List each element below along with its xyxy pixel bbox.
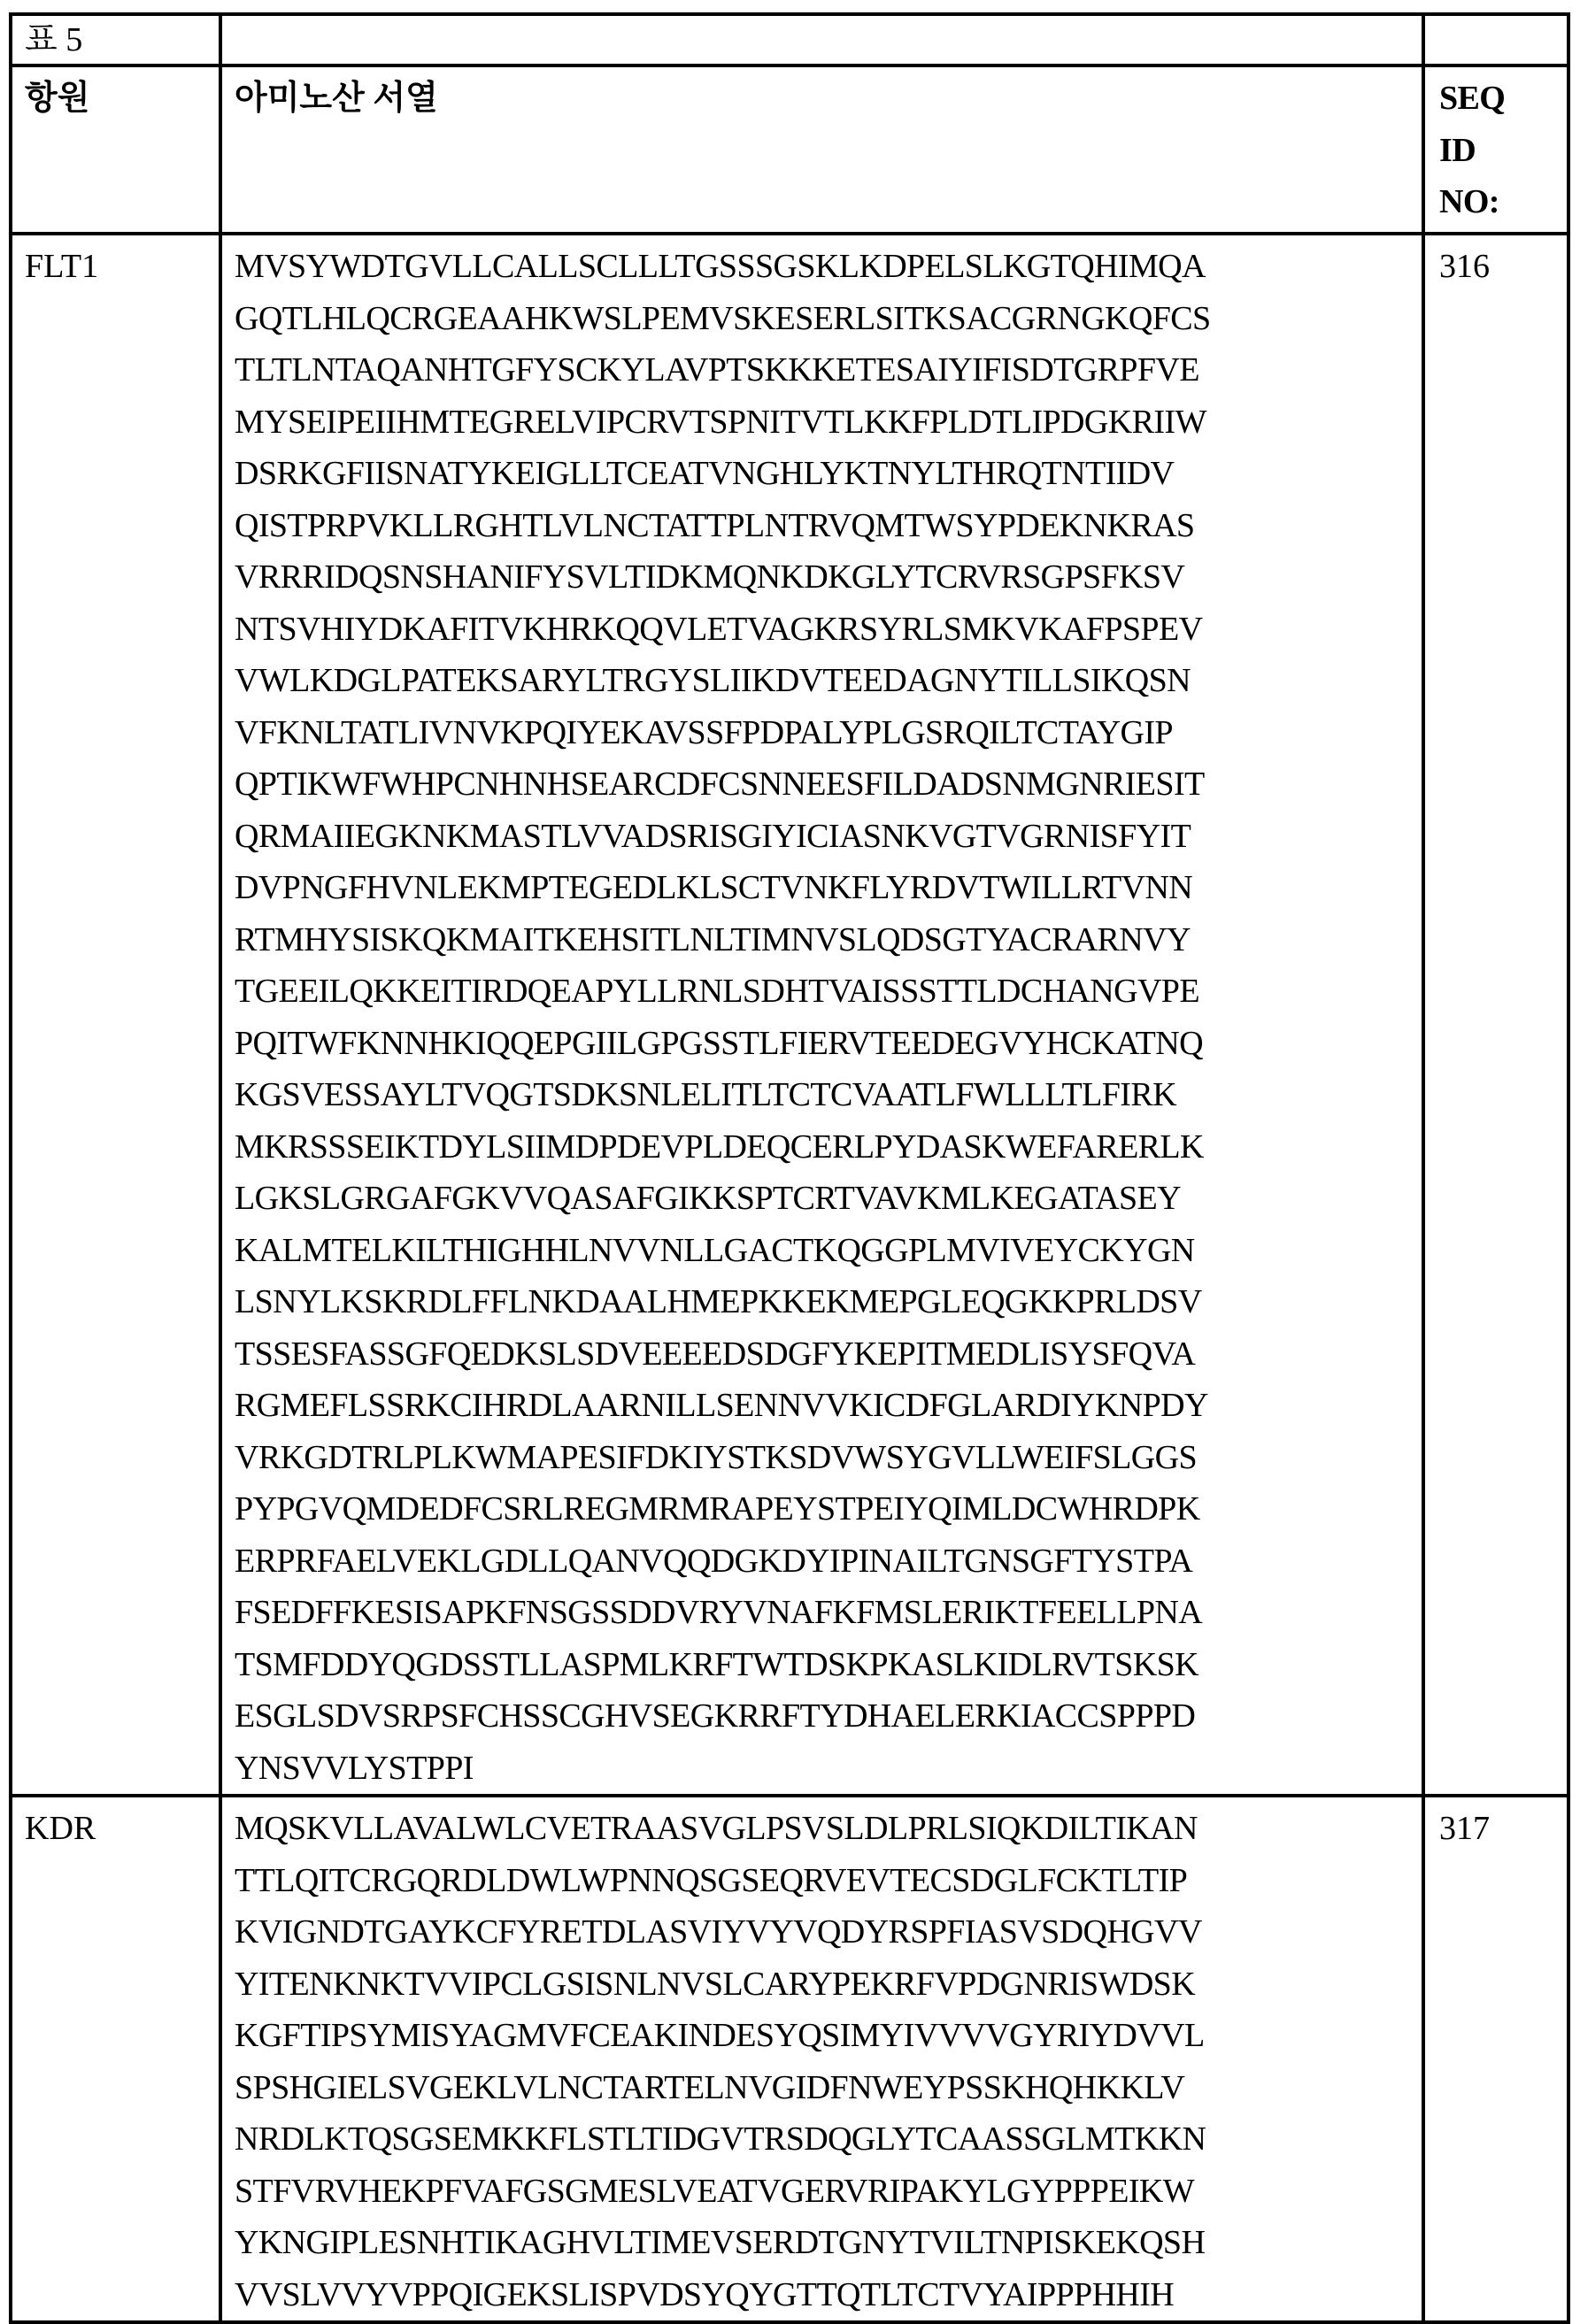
sequence-cell — [220, 1796, 1423, 2322]
antigen-cell: FLT1 — [11, 234, 220, 1796]
seq-id-cell: 317 — [1423, 1796, 1568, 2322]
sequence-line: FSEDFFKESISAPKFNSGSSDDVRYVNAFKFMSLERIKTFEELLPNA — [235, 1587, 1409, 1639]
sequence-table — [9, 12, 1570, 2324]
header-sequence: 아미노산 서열 — [220, 65, 1423, 234]
caption-empty-cell — [1423, 14, 1568, 65]
sequence-line: LSNYLKSKRDLFFLNKDAALHMEPKKEKMEPGLEQGKKPRLDSV — [235, 1276, 1409, 1328]
table-caption: 표 5 — [11, 14, 220, 65]
antigen-cell: KDR — [11, 1796, 220, 2322]
sequence-line: MKRSSSEIKTDYLSIIMDPDEVPLDEQCERLPYDASKWEFARERLK — [235, 1121, 1409, 1174]
sequence-line: VRKGDTRLPLKWMAPESIFDKIYSTKSDVWSYGVLLWEIFSLGGS — [235, 1432, 1409, 1484]
sequence-line: TLTLNTAQANHTGFYSCKYLAVPTSKKKETESAIYIFISDTGRPFVE — [235, 344, 1409, 396]
sequence-line: DSRKGFIISNATYKEIGLLTCEATVNGHLYKTNYLTHRQTNTIIDV — [235, 448, 1409, 500]
caption-empty-cell — [220, 14, 1423, 65]
sequence-line: TTLQITCRGQRDLDWLWPNNQSGSEQRVEVTECSDGLFCKTLTIP — [235, 1855, 1409, 1907]
sequence-line: NTSVHIYDKAFITVKHRKQQVLETVAGKRSYRLSMKVKAFPSPEV — [235, 604, 1409, 656]
header-seq-id-line: ID — [1439, 125, 1554, 177]
sequence-line: YITENKNKTVVIPCLGSISNLNVSLCARYPEKRFVPDGNRISWDSK — [235, 1958, 1409, 2011]
header-antigen: 항원 — [11, 65, 220, 234]
sequence-line: YKNGIPLESNHTIKAGHVLTIMEVSERDTGNYTVILTNPISKEKQSH — [235, 2217, 1409, 2269]
table-row — [11, 234, 1568, 1796]
header-seq-id-line: NO: — [1439, 176, 1554, 228]
sequence-line: VWLKDGLPATEKSARYLTRGYSLIIKDVTEEDAGNYTILLSIKQSN — [235, 655, 1409, 707]
sequence-line: TSSESFASSGFQEDKSLSDVEEEEDSDGFYKEPITMEDLISYSFQVA — [235, 1328, 1409, 1381]
sequence-line: VRRRIDQSNSHANIFYSVLTIDKMQNKDKGLYTCRVRSGPSFKSV — [235, 551, 1409, 604]
sequence-line: KGSVESSAYLTVQGTSDKSNLELITLTCTCVAATLFWLLLTLFIRK — [235, 1069, 1409, 1121]
header-row — [11, 65, 1568, 234]
sequence-line: ERPRFAELVEKLGDLLQANVQQDGKDYIPINAILTGNSGFTYSTPA — [235, 1535, 1409, 1588]
sequence-line: KALMTELKILTHIGHHLNVVNLLGACTKQGGPLMVIVEYCKYGN — [235, 1225, 1409, 1277]
sequence-line: GQTLHLQCRGEAAHKWSLPEMVSKESERLSITKSACGRNGKQFCS — [235, 293, 1409, 345]
sequence-line: RTMHYSISKQKMAITKEHSITLNLTIMNVSLQDSGTYACRARNVY — [235, 914, 1409, 966]
sequence-cell — [220, 234, 1423, 1796]
sequence-line: RGMEFLSSRKCIHRDLAARNILLSENNVVKICDFGLARDIYKNPDY — [235, 1380, 1409, 1432]
sequence-line: TGEEILQKKEITIRDQEAPYLLRNLSDHTVAISSSTTLDCHANGVPE — [235, 966, 1409, 1018]
sequence-line: DVPNGFHVNLEKMPTEGEDLKLSCTVNKFLYRDVTWILLRTVNN — [235, 862, 1409, 914]
sequence-line: NRDLKTQSGSEMKKFLSTLTIDGVTRSDQGLYTCAASSGLMTKKN — [235, 2113, 1409, 2166]
header-seq-id — [1423, 65, 1568, 234]
sequence-line: VVSLVVYVPPQIGEKSLISPVDSYQYGTTQTLTCTVYAIPPPHHIH — [235, 2269, 1409, 2321]
sequence-line: QRMAIIEGKNKMASTLVVADSRISGIYICIASNKVGTVGRNISFYIT — [235, 811, 1409, 863]
table-row — [11, 1796, 1568, 2322]
sequence-line: MQSKVLLAVALWLCVETRAASVGLPSVSLDLPRLSIQKDILTIKAN — [235, 1803, 1409, 1855]
sequence-line: TSMFDDYQGDSSTLLASPMLKRFTWTDSKPKASLKIDLRVTSKSK — [235, 1639, 1409, 1691]
sequence-line: YNSVVLYSTPPI — [235, 1743, 1409, 1795]
header-seq-id-line: SEQ — [1439, 73, 1554, 125]
sequence-line: KVIGNDTGAYKCFYRETDLASVIYVYVQDYRSPFIASVSDQHGVV — [235, 1906, 1409, 1958]
sequence-line: QISTPRPVKLLRGHTLVLNCTATTPLNTRVQMTWSYPDEKNKRAS — [235, 500, 1409, 552]
seq-id-cell: 316 — [1423, 234, 1568, 1796]
sequence-line: MVSYWDTGVLLCALLSCLLLTGSSSGSKLKDPELSLKGTQHIMQA — [235, 241, 1409, 293]
sequence-line: PQITWFKNNHKIQQEPGIILGPGSSTLFIERVTEEDEGVYHCKATNQ — [235, 1018, 1409, 1070]
sequence-line: QPTIKWFWHPCNHNHSEARCDFCSNNEESFILDADSNMGNRIESIT — [235, 758, 1409, 811]
sequence-line: MYSEIPEIIHMTEGRELVIPCRVTSPNITVTLKKFPLDTLIPDGKRIIW — [235, 396, 1409, 449]
sequence-line: LGKSLGRGAFGKVVQASAFGIKKSPTCRTVAVKMLKEGATASEY — [235, 1173, 1409, 1225]
sequence-line: VFKNLTATLIVNVKPQIYEKAVSSFPDPALYPLGSRQILTCTAYGIP — [235, 707, 1409, 759]
sequence-line: STFVRVHEKPFVAFGSGMESLVEATVGERVRIPAKYLGYPPPEIKW — [235, 2166, 1409, 2218]
caption-row — [11, 14, 1568, 65]
sequence-line: ESGLSDVSRPSFCHSSCGHVSEGKRRFTYDHAELERKIACCSPPPD — [235, 1690, 1409, 1743]
sequence-line: KGFTIPSYMISYAGMVFCEAKINDESYQSIMYIVVVVGYRIYDVVL — [235, 2010, 1409, 2062]
sequence-line: PYPGVQMDEDFCSRLREGMRMRAPEYSTPEIYQIMLDCWHRDPK — [235, 1483, 1409, 1535]
sequence-line: SPSHGIELSVGEKLVLNCTARTELNVGIDFNWEYPSSKHQHKKLV — [235, 2062, 1409, 2114]
